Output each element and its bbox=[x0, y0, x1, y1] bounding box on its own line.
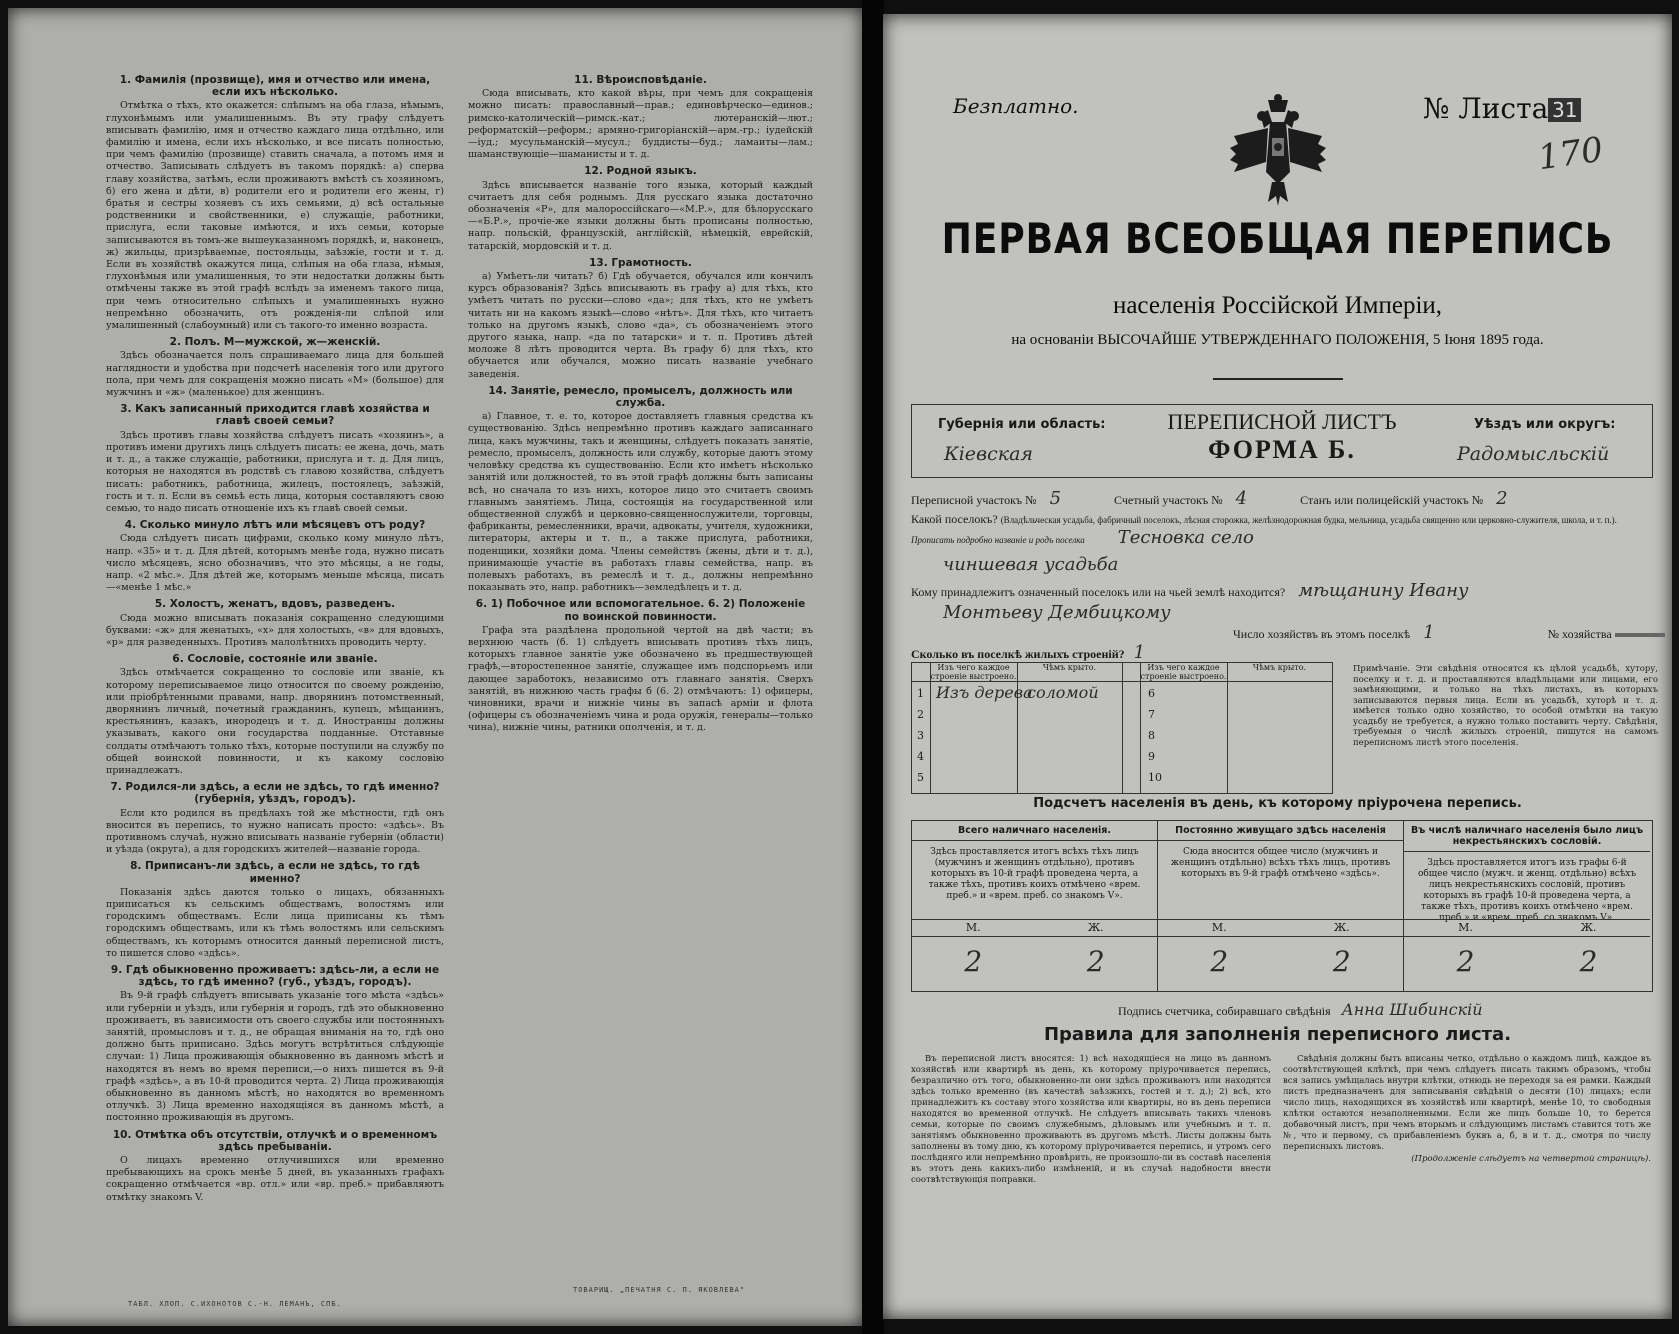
row-number: 1 bbox=[917, 687, 924, 700]
rules-right-text: Свѣдѣнія должны быть вписаны четко, отдѣльно о каждомъ лицѣ, каждое въ соотвѣтствующей клѣткѣ, при чемъ слѣдуетъ писать такимъ образомъ, чтобы вся запись умѣщалась внутри клѣтки, отнюдь не переходя за ея рамки. Каждый листъ предназначенъ для записыванія свѣдѣній о десяти (10) лицахъ; если число лицъ, находящихся въ хозяйствѣ или квартирѣ, менѣе 10, то свободныя клѣтки остаются незаполненными. Если же лицъ больше 10, то берется добавочный листъ, при чемъ вторымъ и слѣдующимъ листамъ ставится тотъ же №, что и первому, съ прибавленіемъ буквъ а, б, в и т. д., смотря по числу переписныхъ листовъ. bbox=[1283, 1054, 1651, 1152]
rules-title: Правила для заполненія переписного листа. bbox=[1043, 1024, 1512, 1045]
male-label: М. bbox=[1458, 921, 1473, 934]
male-count: 2 bbox=[1210, 945, 1229, 978]
section-text: Сюда можно вписывать показанія сокращенно следующими буквами: «ж» для женатыхъ, «х» для холостыхъ, «в» для вдовыхъ, «р» для разведенныхъ. Противъ малолѣтнихъ проводить черту. bbox=[106, 612, 444, 648]
owner-row-2 bbox=[943, 602, 1171, 623]
sex-header-row bbox=[912, 919, 1157, 937]
section-text: Отмѣтка о тѣхъ, кто окажется: слѣпымъ на оба глаза, нѣмымъ, глухонѣмымъ или умалишеннымъ. Въ эту графу слѣдуетъ вписывать фамилію, имя и отчество каждаго лица отдѣльно, или фамилію и имена, если ихъ нѣсколько, и все писать полностью, при чемъ фамилію (прозвище) ставить сначала, а потомъ имя и отчество. Записывать слѣдуетъ въ такомъ порядкѣ: а) сперва главу хозяйства, затѣмъ, если проживаютъ вмѣстѣ съ хозяиномъ, б) его жена и дѣти, в) родители его и родители его жены, г) братья и сестры хозяевъ съ ихъ семьями, д) всѣ остальные родственники и свойственники, е) служащіе, работники, прислуга, если таковые имѣются, и ихъ семьи, которые записываются въ томъ-же вышеуказанномъ порядкѣ, и, наконецъ, ж) жильцы, призрѣваемые, постояльцы, заѣзжіе, гости и т. д. Если въ хозяйствѣ окажутся лица, слѣпыя на оба глаза, нѣмыя, глухонѣмыя или умалишенныя, то эти недостатки должны быть отмѣчены также въ этой графѣ вслѣдъ за именемъ такого лица, при чемъ относительно слѣпыхъ и умалишенныхъ нужно непремѣнно обозначить, отъ рожденія-ли слѣпой или умалишенный (слабоумный) или съ такого-то именно возраста. bbox=[106, 100, 444, 332]
row-number: 7 bbox=[1148, 708, 1155, 721]
table-column-divider bbox=[1122, 663, 1123, 793]
row-number: 10 bbox=[1148, 771, 1162, 784]
settlement-row-2 bbox=[943, 554, 1118, 575]
section-text: Графа эта раздѣлена продольной чертой на двѣ части; въ верхнюю часть (б. 1) слѣдуетъ вписывать противъ тѣхъ лицъ, которыхъ главное занятіе уже обозначено въ предшествующей графѣ,—второстепенное занятіе, служащее имъ подспорьемъ или дающее заработокъ, независимо отъ главнаго занятія. Сверхъ занятій, въ нижнюю часть графы б (6. 2) отмѣчаютъ: 1) офицеры, чиновники, врачи и нижніе чины въ запасѣ арміи и флота (офицеры съ обозначеніемъ чина и рода оружія, генералы—только чина), нижніе чины, ратники ополченія, и т. д. bbox=[468, 624, 813, 734]
form-name: ФОРМА Б. bbox=[1208, 435, 1356, 464]
section-text: Здѣсь обозначается полъ спрашиваемаго лица для большей наглядности и удобства при подсчетѣ населенія того или другого пола, при чемъ для сокращенія можно писать «М» (большое) для мужчинъ и «ж» (маленькое) для женщинъ. bbox=[106, 350, 444, 399]
population-column bbox=[1404, 821, 1650, 991]
section-text: Показанія здѣсь даются только о лицахъ, обязанныхъ приписаться къ сельскимъ обществамъ, волостямъ или городскимъ обществамъ. Если лица приписаны къ тѣмъ городскимъ обществамъ, или къ тѣмъ волостямъ или сельскимъ обществамъ, къ которымъ относится данный переписной листъ, то пишется слово «здѣсь». bbox=[106, 886, 444, 959]
gubernia-label: Губернія или область: bbox=[938, 417, 1106, 432]
row-number: 3 bbox=[917, 729, 924, 742]
buildings-value: 1 bbox=[1133, 642, 1146, 663]
row-number: 4 bbox=[917, 750, 924, 763]
sheet-handwritten-number: 170 bbox=[1535, 129, 1606, 179]
owner-row bbox=[911, 580, 1468, 601]
title-divider bbox=[1213, 378, 1343, 380]
rules-right-column bbox=[1283, 1054, 1651, 1166]
female-count: 2 bbox=[1579, 945, 1598, 978]
rules-left-text: Въ переписной листъ вносятся: 1) всѣ находящіеся на лицо въ данномъ хозяйствѣ или квартирѣ въ день, къ которому пріурочивается перепись, безразлично отъ того, обыкновенно-ли они здѣсь проживаютъ или находятся здѣсь только временно (въ качествѣ заѣзжихъ, гостей и т. д.); 2) всѣ, кто принадлежитъ къ составу этого хозяйства или квартиры, но въ день переписи находятся во временной отлучкѣ. Не слѣдуетъ вписывать такихъ членовъ семьи, которые по своимъ служебнымъ, дѣловымъ или учебнымъ и т. п. занятіямъ обыкновенно проживаютъ въ другомъ мѣстѣ. Листы должны быть заполнены въ тому дню, къ которому пріурочивается перепись, и утромъ сего послѣдняго или непремѣнно провѣрить, не произошло-ли въ составѣ населенія въ этотъ день какихъ-либо измѣненій, и въ случаѣ надобности внести соотвѣтствующія поправки. bbox=[911, 1054, 1271, 1185]
roof-column-header: Чѣмъ крыто. bbox=[1252, 663, 1307, 672]
uezd-value: Радомысльскій bbox=[1457, 443, 1610, 465]
count-section-label: Счетный участокъ № bbox=[1114, 493, 1223, 507]
section-text: Здѣсь противъ главы хозяйства слѣдуетъ писать «хозяинъ», а противъ имени другихъ лицъ слѣдуетъ писать: ее жена, дочь, мать и т. д., а также служащіе, работники, прислуга и т. д. Для лицъ, которыя не находятся въ родствѣ съ главою хозяйства, слѣдуетъ писать: работникъ, работница, жилецъ, постоялецъ, заѣзжій, гость и т. п. Если въ семьѣ есть лица, которыя составляютъ свою семью, то надо писать отношеніе ихъ къ главѣ своей семьи. bbox=[106, 429, 444, 514]
sex-header-row bbox=[1158, 919, 1403, 937]
female-label: Ж. bbox=[1333, 921, 1350, 934]
population-column-header: Постоянно живущаго здѣсь населенія bbox=[1158, 821, 1403, 841]
table-column-divider bbox=[1140, 663, 1141, 793]
table-header-divider bbox=[912, 681, 1332, 682]
population-column bbox=[912, 821, 1158, 991]
instructions-column-1 bbox=[106, 70, 444, 1206]
section-heading: 2. Полъ. М—мужской, ж—женскій. bbox=[169, 336, 381, 349]
buildings-row bbox=[911, 642, 1145, 663]
female-label: Ж. bbox=[1087, 921, 1104, 934]
sheet-kind: ПЕРЕПИСНОЙ ЛИСТЪ bbox=[1167, 409, 1397, 434]
table-column-divider bbox=[1227, 663, 1228, 793]
building-roof: соломой bbox=[1027, 683, 1099, 702]
households-value: 1 bbox=[1423, 622, 1435, 643]
population-column-description: Здѣсь проставляется итогъ изъ графы 6-й общее число (мужч. и женщ. отдѣльно) всѣхъ лицъ некрестьянскихъ сословій, противъ которыхъ въ графѣ 10-й проведена черта, а также тѣхъ, противъ коихъ отмѣчено «врем. преб.» и «врем. преб. со знакомъ V». bbox=[1417, 858, 1637, 923]
free-label: Безплатно. bbox=[953, 94, 1079, 118]
male-count: 2 bbox=[1456, 945, 1475, 978]
section-text: Въ 9-й графѣ слѣдуетъ вписывать указаніе того мѣста «здѣсь» или губерніи и уѣздъ, или губернія и городъ, гдѣ это обыкновенно проживаетъ, въ зависимости отъ своего службы или постоянныхъ занятій, промысловъ и т. д., не обращая вниманія на то, гдѣ оно должно быть приписано. Здѣсь могутъ встрѣтиться слѣдующіе случаи: 1) Лица проживающія обыкновенно въ данномъ мѣстѣ и находятся въ немъ во время переписи,—о нихъ пишется въ 9-й графѣ «здѣсь», а въ 10-й проводится черта. 2) Лица проживающія обыкновенно въ данномъ мѣстѣ, но находятся во временномъ отлучкѣ. 3) Лица временно находящіяся въ данномъ мѣстѣ, а постоянно проживающія въ другомъ. bbox=[106, 990, 444, 1124]
settlement-hint: (Владѣльческая усадьба, фабричный поселокъ, лѣсная сторожка, желѣзнодорожная будка, мельница, усадьба священно или церковно-служителя, школа, и т. п.). bbox=[1000, 515, 1617, 525]
owner-value-1: мѣщанину Ивану bbox=[1298, 580, 1469, 601]
section-text: а) Главное, т. е. то, которое доставляетъ главныя средства къ существованію. Здѣсь непремѣнно противъ каждаго записаннаго лица, какъ мужчины, такъ и женщины, слѣдуетъ показать занятіе, ремесло, промыселъ, должность или службу, которые даютъ этому человѣку средства къ существованію. Если кто имѣетъ нѣсколько занятій или должностей, то въ этой графѣ должны быть записаны всѣ, но сначала то изъ нихъ, которое лицо это считаетъ своимъ главнымъ занятіемъ. Лица, состоящія на государственной или общественной службѣ и церковно-священнослужители, торговцы, фабриканты, ремесленники, врачи, адвокаты, учителя, художники, литераторы, актеры и т. п., а также прислуга, работники, поденщики, хозяйки дома. Члены семействъ (жены, дѣти и т. д.), принимающіе участіе въ работахъ главы семейства, напр. въ полевыхъ работахъ, въ ремеслѣ и т. д., должны непремѣнно показывать это, напр. работникъ—земледѣлецъ и т. д. bbox=[468, 411, 813, 594]
row-number: 6 bbox=[1148, 687, 1155, 700]
imperial-eagle-icon bbox=[1228, 92, 1328, 212]
settlement-hint-detail: Прописать подробно названіе и родъ поселка bbox=[911, 535, 1085, 545]
section-text: Сюда слѣдуетъ писать цифрами, сколько кому минуло лѣтъ, напр. «35» и т. д. Для дѣтей, которымъ менѣе года, нужно писать число мѣсяцевъ, ясно обозначивъ, что это мѣсяцы, а не годы, напр. «2 мѣс.». Для дѣтей же, которымъ меньше мѣсяца, писать—«менѣе 1 мѣс.» bbox=[106, 533, 444, 594]
section-heading: 7. Родился-ли здѣсь, а если не здѣсь, то гдѣ именно? (губернія, уѣздъ, городъ). bbox=[110, 781, 440, 806]
printer-imprint-left: ТАБЛ. ХЛОП. С.ИХОНОТОВ С.-Н. ЛЕМАНЪ, СПБ. bbox=[128, 1300, 342, 1308]
section-text: а) Умѣетъ-ли читать? б) Гдѣ обучается, обучался или кончилъ курсъ образованія? Здѣсь вписывають въ графу а) для тѣхъ, кто умѣетъ читать по русски—слово «да»; для тѣхъ, кто не умѣетъ читать ни на какомъ языкѣ—слово «нѣтъ». Для тѣхъ, кто читаетъ только на другомъ языкѣ, слово «да», съ обозначеніемъ этого другого языка, напр. «да по татарски» и т. п. Противъ дѣтей моложе 8 лѣтъ проводится черта. Въ графу б) для тѣхъ, кто обучается или обучался, можно писать названіе учебнаго заведенія. bbox=[468, 271, 813, 380]
sheet-number-value: 31 bbox=[1548, 98, 1581, 122]
sheet-number-label: № Листа bbox=[1423, 92, 1549, 125]
male-label: М. bbox=[1211, 921, 1227, 934]
signer-label: Подпись счетчика, собиравшаго свѣдѣнія bbox=[1118, 1004, 1331, 1018]
row-number: 8 bbox=[1148, 729, 1155, 742]
buildings-table bbox=[911, 662, 1333, 794]
households-label: Число хозяйствъ въ этомъ поселкѣ bbox=[1233, 627, 1411, 641]
section-heading: 3. Какъ записанный приходится главѣ хозяйства и главѣ своей семьи? bbox=[120, 403, 430, 428]
population-column-description: Здѣсь проставляется итогъ всѣхъ тѣхъ лицъ (мужчинъ и женщинъ отдѣльно), противъ которыхъ въ 10-й графѣ проведена черта, а также тѣхъ, противъ коихъ отмѣчено «врем. преб.» и «врем. преб. со знакомъ V». bbox=[928, 847, 1141, 901]
section-heading: 10. Отмѣтка объ отсутствіи, отлучкѣ и о временномъ здѣсь пребываніи. bbox=[112, 1128, 438, 1153]
section-heading: 11. Вѣроисповѣданіе. bbox=[574, 74, 707, 86]
census-section-value: 5 bbox=[1049, 488, 1062, 509]
section-text: Если кто родился въ предѣлахъ той же мѣстности, гдѣ онъ вносится въ перепись, то нужно написать просто: «здѣсь». Въ противномъ случаѣ, нужно вписывать названіе губерніи (области) и уѣзда (округа), а для городскихъ жителей—названіе города. bbox=[106, 807, 444, 856]
owner-value-2: Монтьеву Дембицкому bbox=[943, 602, 1171, 623]
section-heading: 6. Сословіе, состояніе или званіе. bbox=[172, 653, 378, 666]
population-column bbox=[1158, 821, 1404, 991]
section-heading: 1. Фамилія (прозвище), имя и отчество или имена, если ихъ нѣсколько. bbox=[119, 74, 431, 99]
population-column-header: Въ числѣ наличнаго населенія было лицъ некрестьянскихъ сословій. bbox=[1404, 821, 1650, 852]
section-text: Сюда вписывать, кто какой вѣры, при чемъ для сокращенія можно писать: православный—прав.; единовѣрческо—единов.; римско-католическій—римск.-кат.; лютеранскій—лют.; реформатскій—реформ.; армяно-григоріанскій—арм.-гр.; іудейскій—іуд.; мусульманскій—мусул.; буддисты—буд.; ламаиты—лам.; шаманствующіе—шаманисты и т. д. bbox=[468, 88, 813, 161]
census-subtitle: населенія Россійской Имперіи, bbox=[1112, 292, 1443, 319]
section-heading: 6. 1) Побочное или вспомогательное. 6. 2) Положеніе по воинской повинности. bbox=[475, 598, 806, 623]
census-basis: на основаніи ВЫСОЧАЙШЕ УТВЕРЖДЕННАГО ПОЛОЖЕНІЯ, 5 Іюня 1895 года. bbox=[1011, 332, 1544, 348]
roof-column-header: Чѣмъ крыто. bbox=[1042, 663, 1097, 672]
material-column-header: Изъ чего каждое строеніе выстроено. bbox=[1140, 663, 1227, 681]
sex-header-row bbox=[1404, 919, 1650, 937]
census-title: ПЕРВАЯ ВСЕОБЩАЯ ПЕРЕПИСЬ bbox=[941, 214, 1614, 263]
census-section-row bbox=[911, 488, 1508, 509]
owner-label: Кому принадлежитъ означенный поселокъ или на чьей землѣ находится? bbox=[911, 585, 1286, 599]
rules-continue: (Продолженіе слѣдуетъ на четвертой страницѣ). bbox=[1411, 1154, 1651, 1164]
section-heading: 5. Холостъ, женатъ, вдовъ, разведенъ. bbox=[154, 598, 396, 611]
right-page bbox=[883, 14, 1672, 1319]
population-column-description: Сюда вносится общее число (мужчинъ и женщинъ отдѣльно) всѣхъ тѣхъ лицъ, противъ которыхъ въ 9-й графѣ отмѣчено «здѣсь». bbox=[1170, 847, 1391, 879]
section-heading: 8. Приписанъ-ли здѣсь, а если не здѣсь, то гдѣ именно? bbox=[130, 860, 420, 885]
section-text: О лицахъ временно отлучившихся или временно пребывающихъ на срокъ менѣе 5 дней, въ указанныхъ графахъ сокращенно отмѣчается «вр. отл.» или «вр. преб.» прибавляютъ отмѣтку знакомъ V. bbox=[106, 1155, 444, 1203]
form-header-box bbox=[911, 404, 1653, 478]
settlement-row bbox=[911, 512, 1651, 548]
section-text: Здѣсь вписывается названіе того языка, который каждый считаетъ для себя роднымъ. Для русскаго языка достаточно обозначенія «Р», для малороссійскаго—«М.Р.», для бѣлорусскаго—«Б.Р.», прочіе-же языки должны быть прописаны полностью, напр. польскій, французскій, англійскій, нѣмецкій, еврейскій, татарскій, мордовскій и т. д. bbox=[468, 179, 813, 252]
settlement-label: Какой поселокъ? bbox=[911, 512, 998, 526]
uezd-label: Уѣздъ или округъ: bbox=[1474, 417, 1616, 432]
buildings-label: Сколько въ поселкѣ жилыхъ строеній? bbox=[911, 647, 1125, 661]
population-column-header: Всего наличнаго населенія. bbox=[912, 821, 1157, 841]
row-number: 9 bbox=[1148, 750, 1155, 763]
section-text: Здѣсь отмѣчается сокращенно то сословіе или званіе, къ которому переписываемое лицо относится по своему рожденію, или пріобрѣтенными правами, напр. дворянинъ потомственный, дворянинъ личный, почетный гражданинъ, купецъ, мѣщанинъ, крестьянинъ, казакъ, инородецъ и т. д. Иностранцы должны указывать, какого они государства подданные. Отставные солдаты отмѣчаютъ только тѣхъ, которые поступили на службу по общей воинской повинности, и къ какому сословію принадлежатъ. bbox=[106, 667, 444, 776]
census-section-label: Переписной участокъ № bbox=[911, 493, 1037, 507]
section-heading: 9. Гдѣ обыкновенно проживаетъ: здѣсь-ли, а если не здѣсь, то гдѣ именно? (губ., уѣздъ, городъ). bbox=[110, 964, 440, 989]
left-page bbox=[8, 8, 863, 1326]
male-label: М. bbox=[965, 921, 981, 934]
settlement-value-2: чиншевая усадьба bbox=[943, 554, 1119, 575]
printer-imprint-right: ТОВАРИЩ. „ПЕЧАТНЯ С. П. ЯКОВЛЕВА" bbox=[573, 1286, 746, 1294]
table-column-divider bbox=[930, 663, 931, 793]
signer-value: Анна Шибинскій bbox=[1341, 1000, 1483, 1019]
household-no-label: № хозяйства bbox=[1547, 627, 1612, 641]
female-count: 2 bbox=[1086, 945, 1105, 978]
rules-left-column bbox=[911, 1054, 1271, 1187]
row-number: 5 bbox=[917, 771, 924, 784]
gubernia-value: Кіевская bbox=[944, 443, 1033, 465]
material-column-header: Изъ чего каждое строеніе выстроено. bbox=[930, 663, 1017, 681]
section-heading: 12. Родной языкъ. bbox=[584, 165, 697, 178]
household-no-blank bbox=[1615, 633, 1665, 637]
book-spine bbox=[862, 0, 884, 1334]
instructions-column-2 bbox=[468, 70, 813, 737]
form-name-block bbox=[1142, 405, 1422, 465]
households-row bbox=[1233, 622, 1665, 643]
count-section-value: 4 bbox=[1235, 488, 1248, 509]
buildings-note: Примѣчаніе. Эти свѣдѣнія относятся къ цѣлой усадьбѣ, хутору, поселку и т. д. и проставляются владѣльцами или лицами, его замѣняющими, и только на тѣхъ листахъ, въ которыхъ записываются первыя лица. Если въ усадьбѣ, хуторѣ и т. д. имѣется только одно хозяйство, то особой отмѣтки на такую усадьбу не требуется, а нужно только поставить черту. Свѣдѣнія, требуемыя о числѣ жилыхъ строеній, пишутся на самомъ переписномъ листѣ этого поселенія. bbox=[1353, 664, 1658, 748]
settlement-value-1: Тесновка село bbox=[1117, 527, 1254, 548]
stan-value: 2 bbox=[1496, 488, 1508, 509]
population-table bbox=[911, 820, 1653, 992]
female-label: Ж. bbox=[1580, 921, 1597, 934]
section-heading: 13. Грамотность. bbox=[589, 256, 692, 269]
building-material: Изъ дерева bbox=[936, 683, 1033, 702]
male-count: 2 bbox=[964, 945, 983, 978]
stan-label: Станъ или полицейскій участокъ № bbox=[1300, 493, 1484, 507]
row-number: 2 bbox=[917, 708, 924, 721]
section-heading: 4. Сколько минуло лѣтъ или мѣсяцевъ отъ роду? bbox=[124, 519, 426, 532]
female-count: 2 bbox=[1332, 945, 1351, 978]
section-heading: 14. Занятіе, ремесло, промыселъ, должность или служба. bbox=[488, 384, 793, 410]
signer-row bbox=[1118, 1000, 1483, 1019]
population-title: Подсчетъ населенія въ день, къ которому пріурочена перепись. bbox=[1033, 796, 1522, 811]
